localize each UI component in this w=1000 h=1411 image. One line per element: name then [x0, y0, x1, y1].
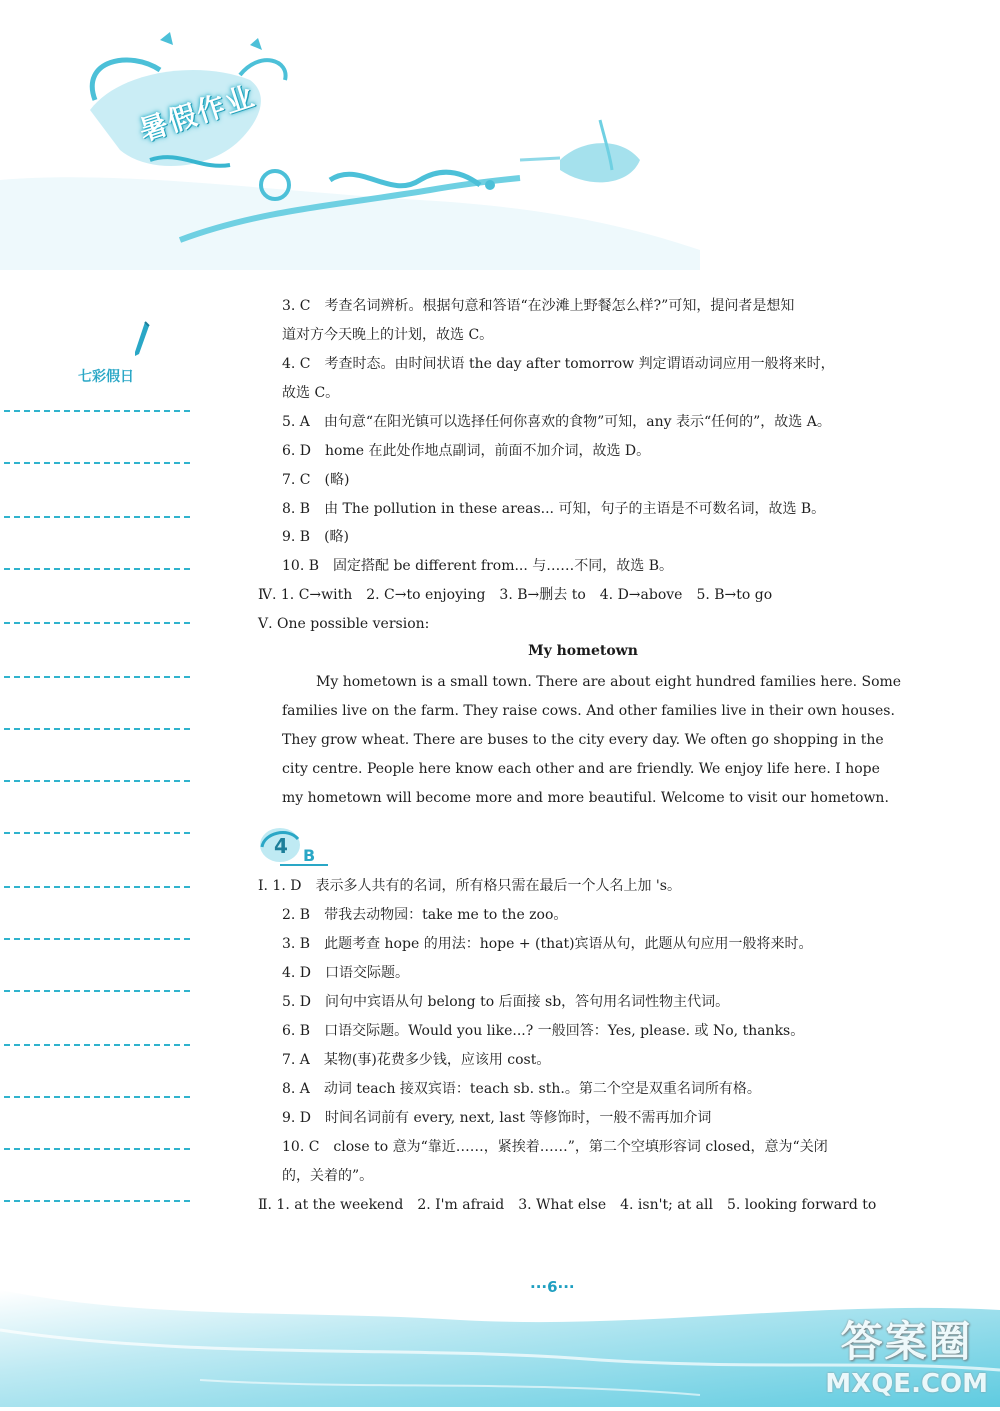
sidebar-dashed-line: [4, 462, 190, 464]
answer-line: 故选 C。: [282, 385, 340, 401]
watermark: [825, 1309, 988, 1399]
pen-icon: [133, 320, 151, 360]
sidebar-dashed-line: [4, 886, 190, 888]
answer-line: 3. B 此题考查 hope 的用法：hope + (that)宾语从句，此题从句应用一般将来时。: [282, 936, 813, 952]
sidebar-dashed-line: [4, 1044, 190, 1046]
essay-line: families live on the farm. They raise cows. And other families live in their own houses.: [282, 703, 895, 719]
essay-line: city centre. People here know each other and are friendly. We enjoy life here. I hope: [282, 761, 880, 777]
header-decoration: [0, 0, 1000, 270]
essay-line: They grow wheat. There are buses to the city every day. We often go shopping in the: [282, 732, 884, 748]
answer-line: 9. D 时间名词前有 every, next, last 等修饰时，一般不需再加介词: [282, 1110, 712, 1126]
sidebar-dashed-line: [4, 1148, 190, 1150]
essay-line: my hometown will become more and more beautiful. Welcome to visit our hometown.: [282, 790, 889, 806]
sidebar-brand: 七彩假日: [78, 369, 134, 385]
sidebar-dashed-line: [4, 938, 190, 940]
answer-line: 道对方今天晚上的计划，故选 C。: [282, 327, 494, 343]
answer-line: Ⅱ. 1. at the weekend 2. I'm afraid 3. What else 4. isn't; at all 5. looking forward to: [258, 1197, 877, 1213]
sidebar-dashed-line: [4, 780, 190, 782]
answer-line: 9. B (略): [282, 529, 350, 545]
sidebar-dashed-line: [4, 832, 190, 834]
answer-line: 2. B 带我去动物园：take me to the zoo。: [282, 907, 568, 923]
answer-line: 8. A 动词 teach 接双宾语：teach sb. sth.。第二个空是双重名词所有格。: [282, 1081, 761, 1097]
section-letter: B: [303, 846, 316, 865]
answer-line: 的，关着的”。: [282, 1168, 374, 1184]
essay-line: My hometown is a small town. There are about eight hundred families here. Some: [316, 674, 902, 690]
sidebar-dashed-line: [4, 516, 190, 518]
answer-line: 7. C (略): [282, 472, 350, 488]
footer-decoration: [0, 1250, 1000, 1407]
section-badge: [258, 825, 338, 870]
answer-line: 6. D home 在此处作地点副词，前面不加介词，故选 D。: [282, 443, 651, 459]
sidebar-dashed-line: [4, 728, 190, 730]
answer-line: 7. A 某物(事)花费多少钱，应该用 cost。: [282, 1052, 551, 1068]
answer-line: 5. A 由句意“在阳光镇可以选择任何你喜欢的食物”可知，any 表示“任何的”，故选 A。: [282, 414, 831, 430]
watermark-sub: MXQE.COM: [825, 1369, 988, 1399]
sidebar-dashed-line: [4, 410, 190, 412]
sidebar-dashed-line: [4, 990, 190, 992]
answer-line: Ⅴ. One possible version:: [258, 616, 430, 632]
sidebar-dashed-line: [4, 568, 190, 570]
watermark-main: 答案圈: [840, 1317, 973, 1366]
sidebar-dashed-line: [4, 1200, 190, 1202]
page-number: ···6···: [530, 1278, 575, 1296]
answer-line: 6. B 口语交际题。Would you like...? 一般回答：Yes, please. 或 No, thanks。: [282, 1023, 805, 1039]
essay-title: My hometown: [528, 643, 638, 659]
answer-line: 4. C 考查时态。由时间状语 the day after tomorrow 判定谓语动词应用一般将来时，: [282, 356, 835, 372]
answer-line: Ⅰ. 1. D 表示多人共有的名词，所有格只需在最后一个人名上加 's。: [258, 878, 681, 894]
section-number: 4: [274, 834, 288, 858]
sidebar-dashed-line: [4, 676, 190, 678]
answer-line: 4. D 口语交际题。: [282, 965, 410, 981]
header-title: 暑假作业: [135, 79, 260, 148]
sidebar-dashed-line: [4, 622, 190, 624]
answer-line: 8. B 由 The pollution in these areas... 可知，句子的主语是不可数名词，故选 B。: [282, 501, 826, 517]
answer-line: 10. B 固定搭配 be different from... 与……不同，故选 B。: [282, 558, 674, 574]
answer-line: 3. C 考查名词辨析。根据句意和答语“在沙滩上野餐怎么样?”可知，提问者是想知: [282, 298, 795, 314]
answer-line: 5. D 问句中宾语从句 belong to 后面接 sb，答句用名词性物主代词。: [282, 994, 730, 1010]
answer-line: Ⅳ. 1. C→with 2. C→to enjoying 3. B→删去 to 4. D→above 5. B→to go: [258, 587, 773, 603]
answer-line: 10. C close to 意为“靠近……，紧挨着……”，第二个空填形容词 closed，意为“关闭: [282, 1139, 828, 1155]
sidebar-dashed-line: [4, 1096, 190, 1098]
